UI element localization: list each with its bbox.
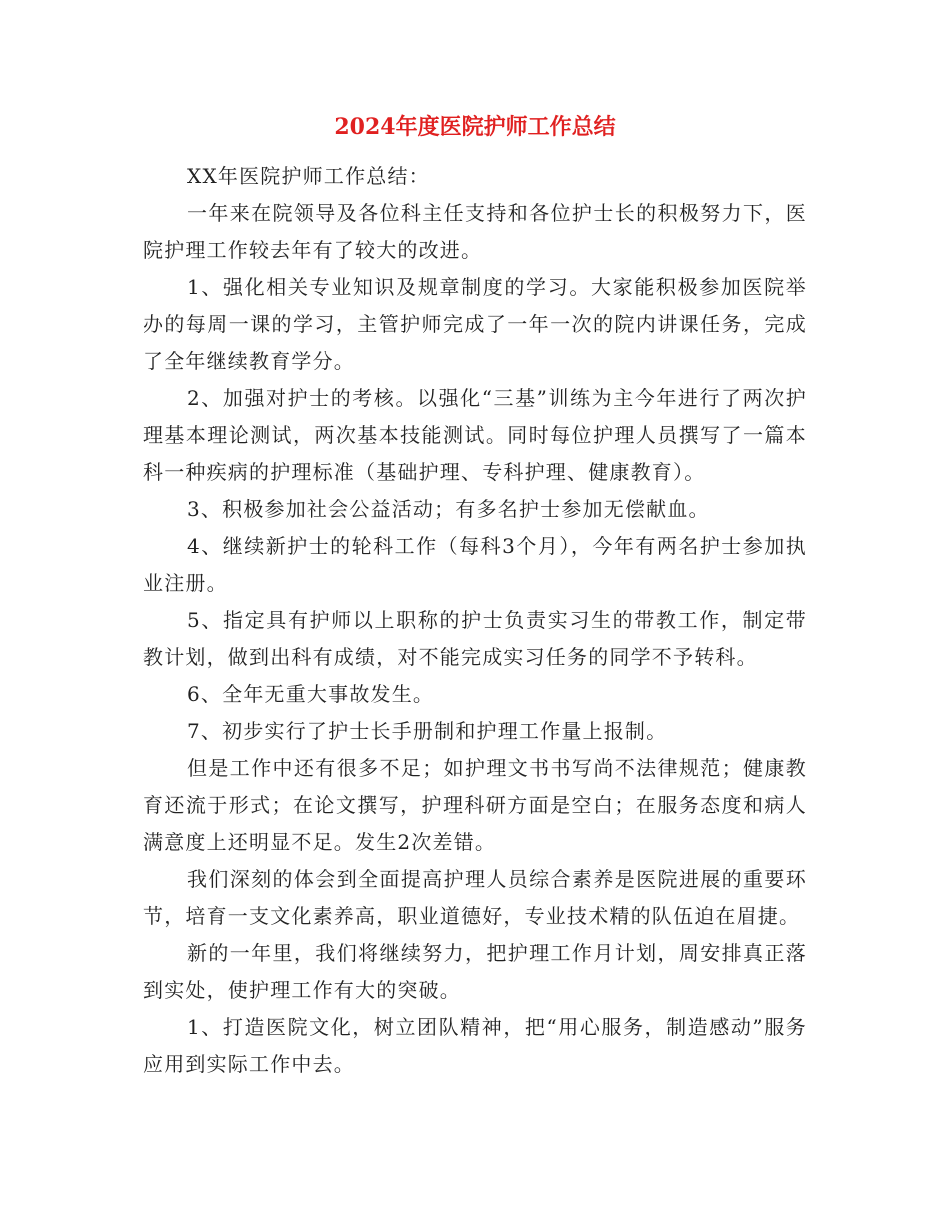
document-title: 2024年度医院护师工作总结 xyxy=(334,114,616,140)
paragraph-plan-1: 1、打造医院文化，树立团队精神，把“用心服务，制造感动”服务应用到实际工作中去。 xyxy=(143,1015,807,1076)
paragraph-item-7: 7、初步实行了护士长手册制和护理工作量上报制。 xyxy=(187,719,668,743)
paragraph-intro: 一年来在院领导及各位科主任支持和各位护士长的积极努力下，医院护理工作较去年有了较大的改进。 xyxy=(143,201,807,262)
paragraph-shortcomings: 但是工作中还有很多不足；如护理文书书写尚不法律规范；健康教育还流于形式；在论文撰写，护理科研方面是空白；在服务态度和病人满意度上还明显不足。发生2次差错。 xyxy=(143,756,807,854)
paragraph-outlook: 新的一年里，我们将继续努力，把护理工作月计划，周安排真正落到实处，使护理工作有大的突破。 xyxy=(143,941,807,1002)
paragraph-heading: XX年医院护师工作总结： xyxy=(187,164,430,188)
paragraph-item-3: 3、积极参加社会公益活动；有多名护士参加无偿献血。 xyxy=(187,497,710,521)
paragraph-reflection: 我们深刻的体会到全面提高护理人员综合素养是医院进展的重要环节，培育一支文化素养高，职业道德好，专业技术精的队伍迫在眉捷。 xyxy=(143,867,807,928)
paragraph-item-4: 4、继续新护士的轮科工作（每科3个月），今年有两名护士参加执业注册。 xyxy=(143,534,807,595)
paragraph-item-1: 1、强化相关专业知识及规章制度的学习。大家能积极参加医院举办的每周一课的学习，主管护师完成了一年一次的院内讲课任务，完成了全年继续教育学分。 xyxy=(143,275,807,373)
paragraph-item-6: 6、全年无重大事故发生。 xyxy=(187,682,435,706)
paragraph-item-5: 5、指定具有护师以上职称的护士负责实习生的带教工作，制定带教计划，做到出科有成绩，对不能完成实习任务的同学不予转科。 xyxy=(143,608,807,669)
document-body xyxy=(143,158,807,1083)
paragraph-item-2: 2、加强对护士的考核。以强化“三基”训练为主今年进行了两次护理基本理论测试，两次基本技能测试。同时每位护理人员撰写了一篇本科一种疾病的护理标准（基础护理、专科护理、健康教育）。 xyxy=(143,386,807,484)
